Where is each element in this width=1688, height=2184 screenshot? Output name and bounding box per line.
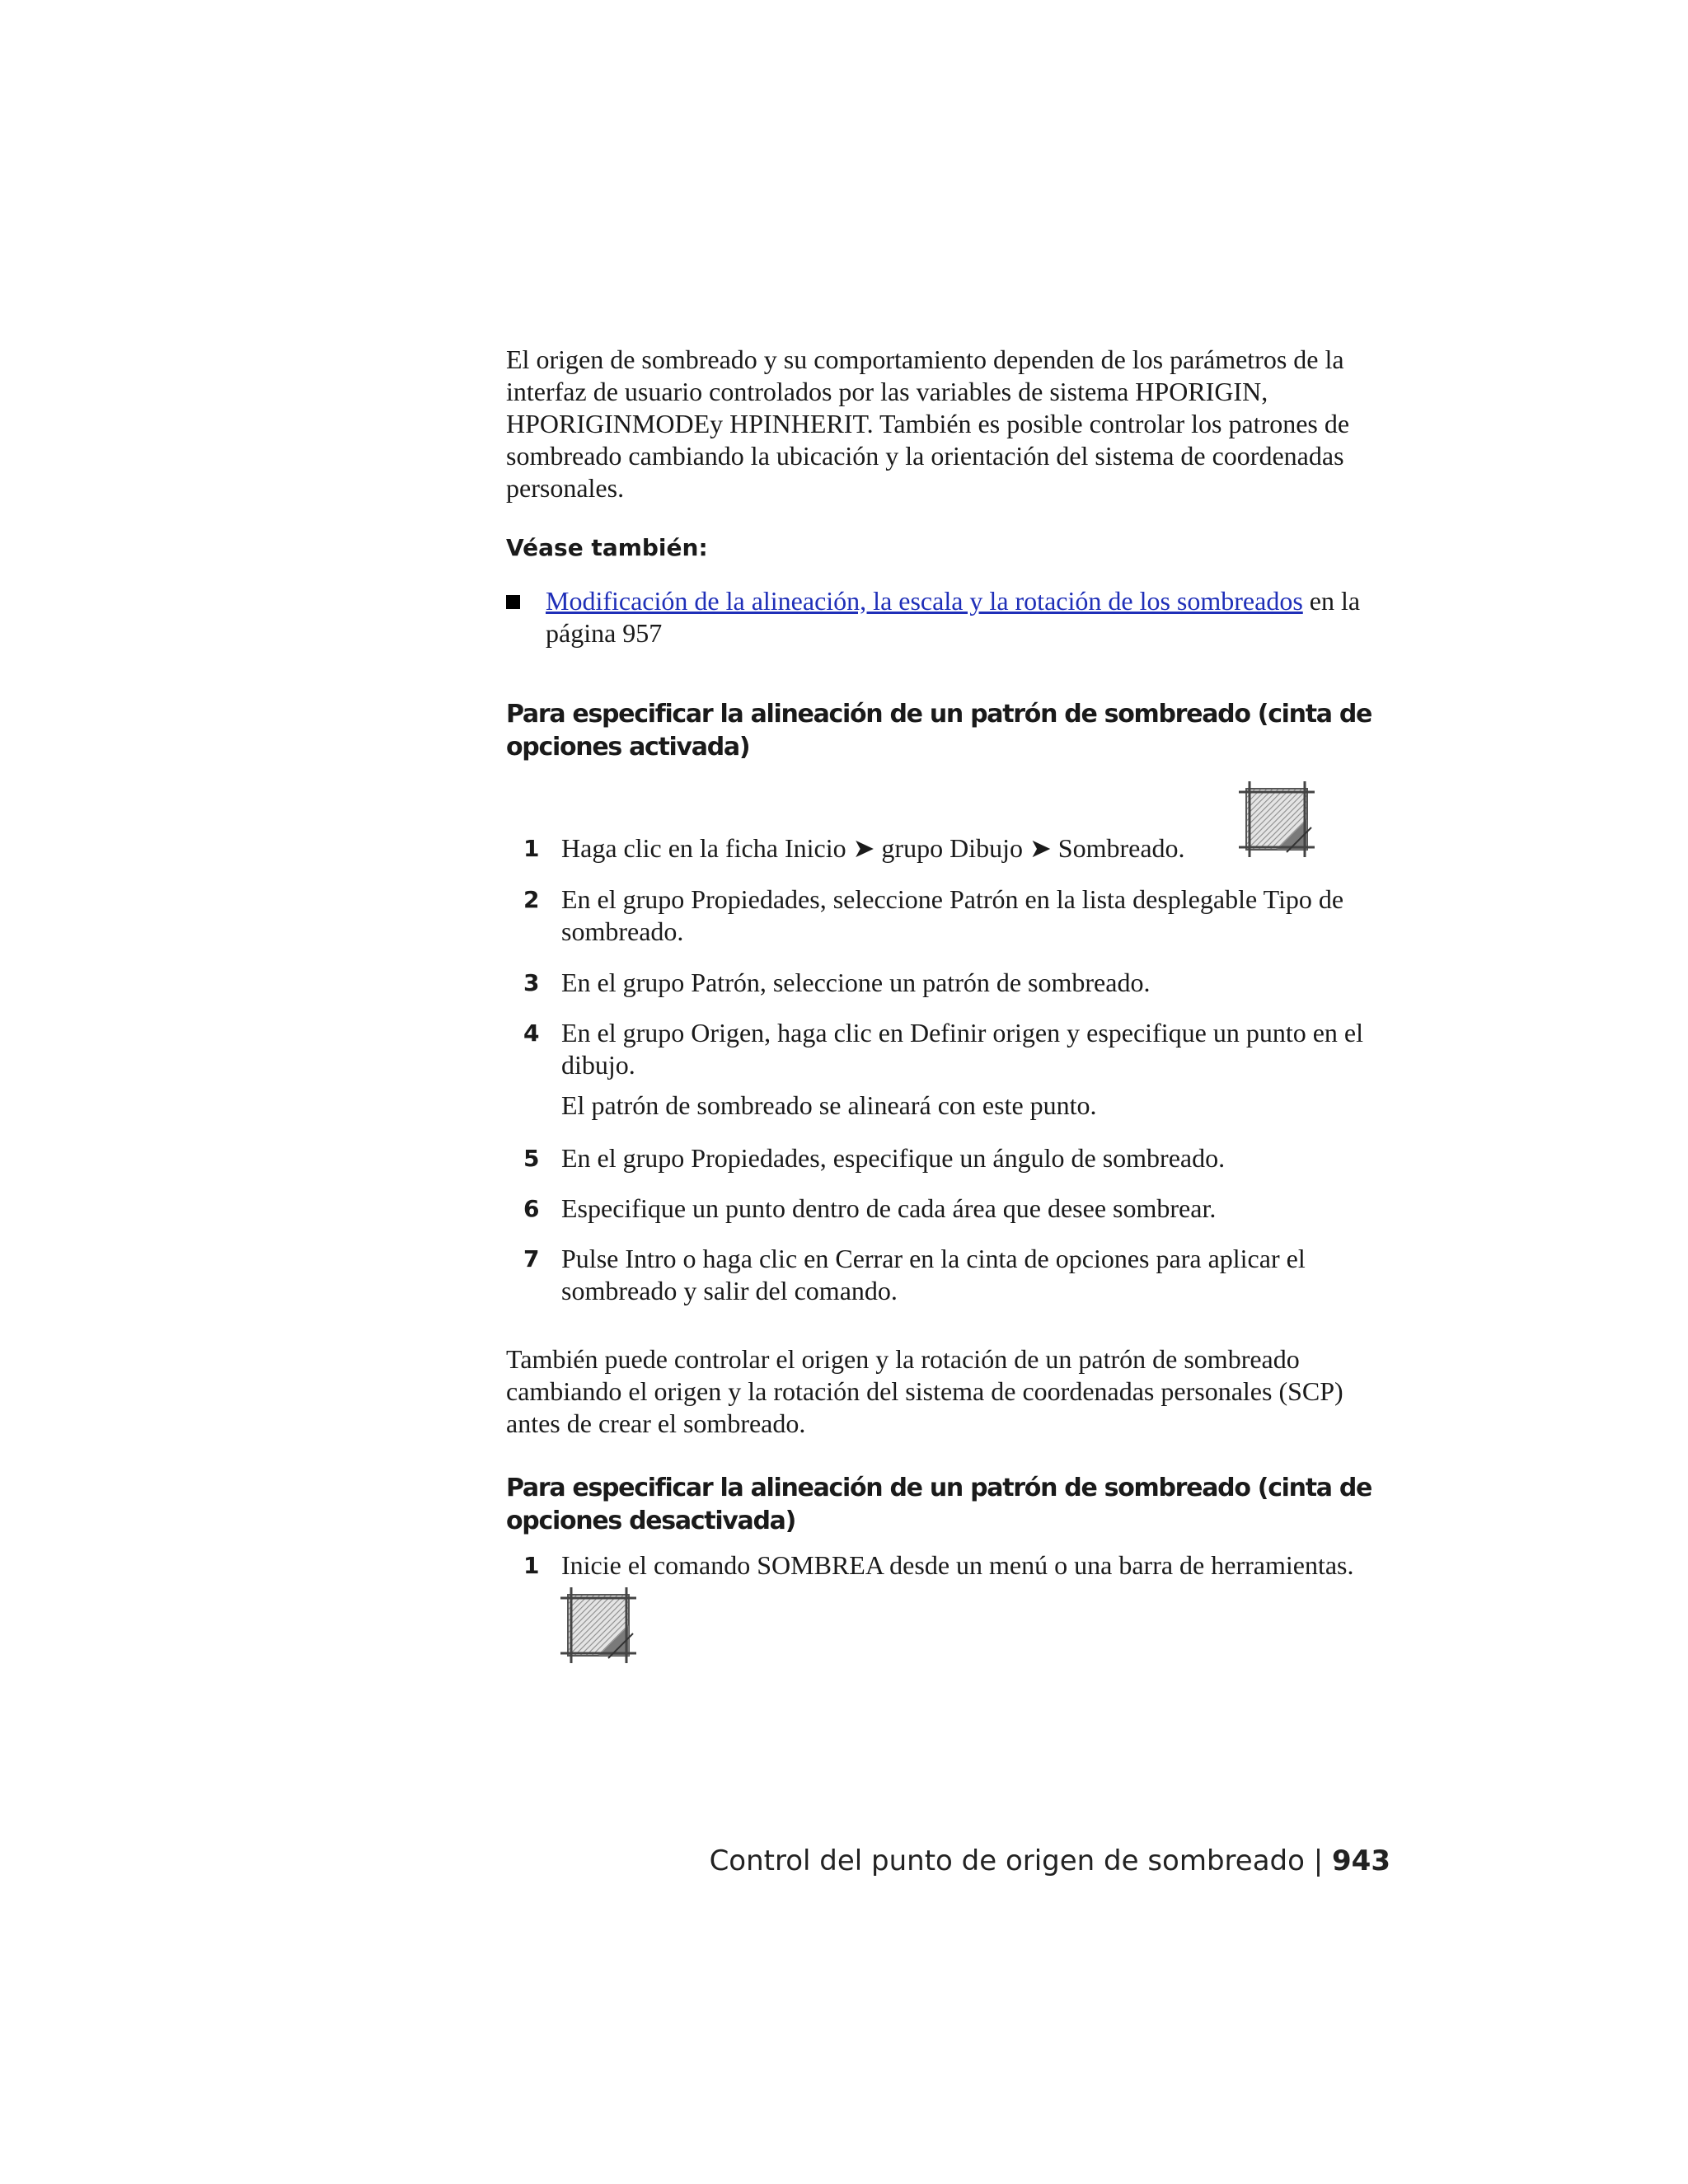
page-footer [710, 1844, 1390, 1877]
hatch-icon [560, 1587, 636, 1663]
see-also-link[interactable]: Modificación de la alineación, la escala y la rotación de los sombreados [546, 586, 1303, 616]
step-text: En el grupo Origen, haga clic en Definir origen y especifique un punto en el dibujo. [561, 1018, 1363, 1080]
step-text: Pulse Intro o haga clic en Cerrar en la cinta de opciones para aplicar el sombreado y salir del comando. [561, 1244, 1306, 1305]
step-text: En el grupo Patrón, seleccione un patrón de sombreado. [561, 968, 1151, 997]
see-also-item [506, 585, 1390, 651]
intro-paragraph: El origen de sombreado y su comportamiento dependen de los parámetros de la interfaz de usuario controlados por las variables de sistema HPORIGIN, HPORIGINMODEy HPINHERIT. También es posible controlar los patrones de sombreado cambiando la ubicación y la orientación del sistema de coordenadas personales. [506, 344, 1350, 503]
see-also-page-ref: en la página 957 [546, 586, 1361, 648]
mid-paragraph: También puede controlar el origen y la rotación de un patrón de sombreado cambiando el origen y la rotación del sistema de coordenadas personales (SCP) antes de crear el sombreado. [506, 1344, 1343, 1438]
step-number: 1 [523, 1552, 540, 1579]
step-number: 4 [523, 1019, 540, 1047]
step-item [506, 1142, 1390, 1175]
step-item [506, 1193, 1390, 1226]
step-item [506, 832, 1390, 865]
footer-title: Control del punto de origen de sombreado [709, 1844, 1305, 1877]
page-number: 943 [1332, 1844, 1390, 1877]
bullet-square-icon [506, 595, 520, 609]
footer-separator: | [1304, 1844, 1333, 1877]
section2-heading: Para especificar la alineación de un patrón de sombreado (cinta de opciones desactivada) [506, 1474, 1372, 1535]
step-item [506, 883, 1390, 949]
step-number: 5 [523, 1145, 540, 1172]
step-item [506, 1017, 1390, 1124]
step-text: En el grupo Propiedades, seleccione Patrón en la lista desplegable Tipo de sombreado. [561, 884, 1344, 946]
step-number: 7 [523, 1245, 540, 1272]
step-note: El patrón de sombreado se alineará con este punto. [561, 1090, 1097, 1120]
step-text: Especifique un punto dentro de cada área que desee sombrear. [561, 1193, 1217, 1223]
step-number: 1 [523, 835, 540, 862]
step-number: 2 [523, 886, 540, 913]
step-text: Inicie el comando SOMBREA desde un menú o una barra de herramientas. [561, 1550, 1354, 1580]
step-number: 3 [523, 969, 540, 996]
see-also-text [546, 585, 1390, 649]
step-item [506, 1243, 1390, 1309]
section1-heading: Para especificar la alineación de un patrón de sombreado (cinta de opciones activada) [506, 700, 1372, 762]
step-item [506, 1549, 1390, 1582]
step-text: Haga clic en la ficha Inicio ➤ grupo Dibujo ➤ Sombreado. [561, 833, 1185, 863]
step-item [506, 967, 1390, 1000]
step-number: 6 [523, 1195, 540, 1222]
see-also-label: Véase también: [506, 534, 708, 561]
step-text: En el grupo Propiedades, especifique un ángulo de sombreado. [561, 1143, 1226, 1173]
